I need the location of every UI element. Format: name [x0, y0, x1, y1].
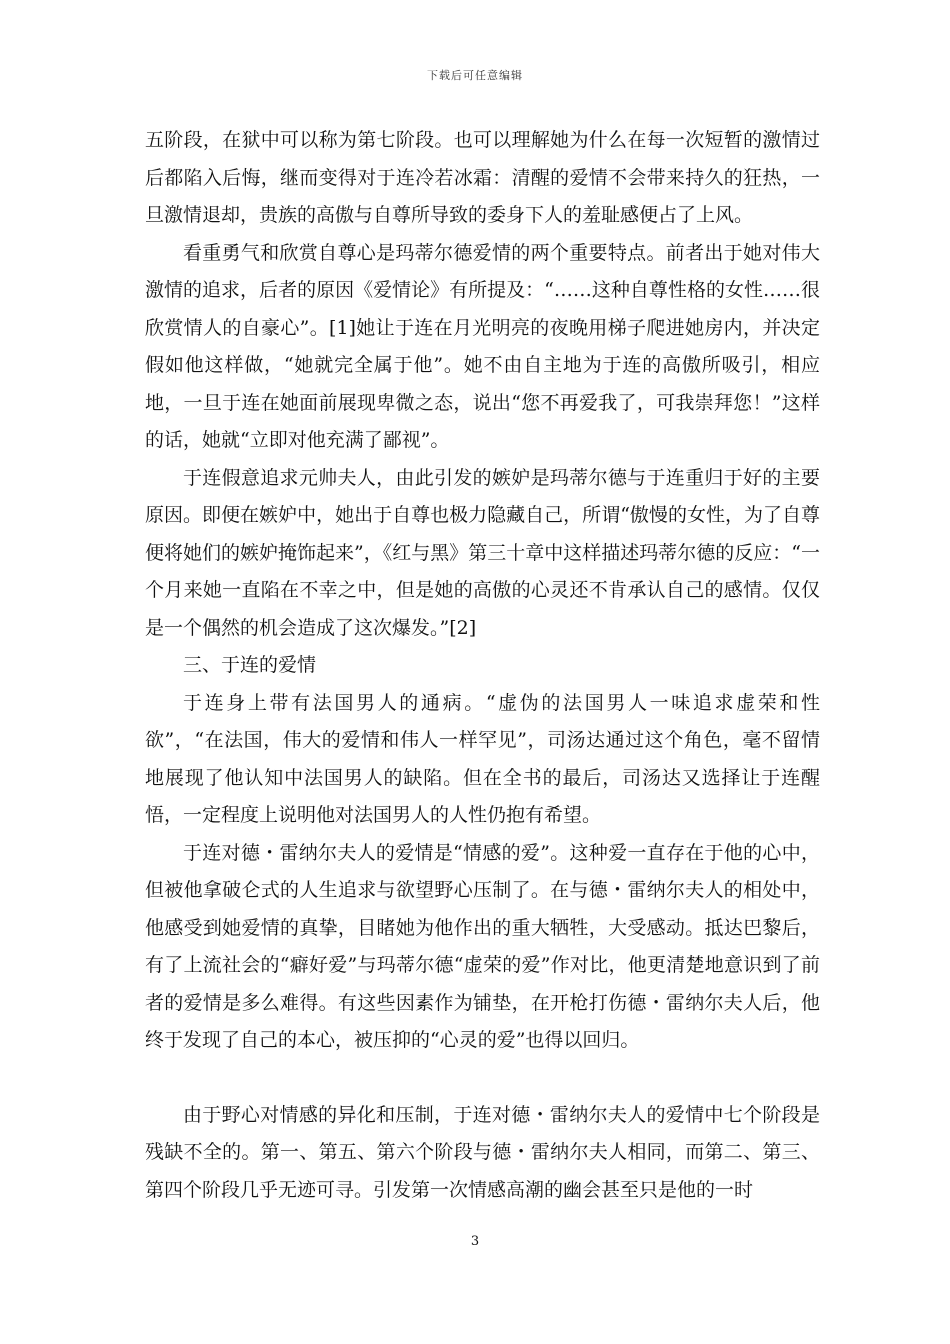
paragraph-6: 由于野心对情感的异化和压制，于连对德・雷纳尔夫人的爱情中七个阶段是残缺不全的。第一、第五、第六个阶段与德・雷纳尔夫人相同，而第二、第三、第四个阶段几乎无迹可寻。引发第一次情感高潮的幽会甚至只是他的一时 — [145, 1103, 820, 1201]
paragraph-4: 于连身上带有法国男人的通病。“虚伪的法国男人一味追求虚荣和性欲”，“在法国，伟大的爱情和伟人一样罕见”，司汤达通过这个角色，毫不留情地展现了他认知中法国男人的缺陷。但在全书的最后，司汤达又选择让于连醒悟，一定程度上说明他对法国男人的人性仍抱有希望。 — [145, 691, 820, 826]
paragraph-3: 于连假意追求元帅夫人，由此引发的嫉妒是玛蒂尔德与于连重归于好的主要原因。即便在嫉妒中，她出于自尊也极力隐藏自己，所谓“傲慢的女性，为了自尊便将她们的嫉妒掩饰起来”，《红与黑》第三十章中这样描述玛蒂尔德的反应：“一个月来她一直陷在不幸之中，但是她的高傲的心灵还不肯承认自己的感情。仅仅是一个偶然的机会造成了这次爆发。”[2] — [145, 466, 820, 639]
paragraph-1: 五阶段，在狱中可以称为第七阶段。也可以理解她为什么在每一次短暂的激情过后都陷入后悔，继而变得对于连冷若冰霜：清醒的爱情不会带来持久的狂热，一旦激情退却，贵族的高傲与自尊所导致的委身下人的羞耻感便占了上风。 — [145, 129, 820, 226]
document-body — [145, 122, 820, 1209]
paragraph-2: 看重勇气和欣赏自尊心是玛蒂尔德爱情的两个重要特点。前者出于她对伟大激情的追求，后者的原因《爱情论》有所提及：“……这种自尊性格的女性……很欣赏情人的自豪心”。[1]她让于连在月光明亮的夜晚用梯子爬进她房内，并决定假如他这样做，“她就完全属于他”。她不由自主地为于连的高傲所吸引，相应地，一旦于连在她面前展现卑微之态，说出“您不再爱我了，可我崇拜您！”这样的话，她就“立即对他充满了鄙视”。 — [145, 241, 820, 451]
paragraph-5: 于连对德・雷纳尔夫人的爱情是“情感的爱”。这种爱一直存在于他的心中，但被他拿破仑式的人生追求与欲望野心压制了。在与德・雷纳尔夫人的相处中，他感受到她爱情的真挚，目睹她为他作出的重大牺牲，大受感动。抵达巴黎后，有了上流社会的“癖好爱”与玛蒂尔德“虚荣的爱”作对比，他更清楚地意识到了前者的爱情是多么难得。有这些因素作为铺垫，在开枪打伤德・雷纳尔夫人后，他终于发现了自己的本心，被压抑的“心灵的爱”也得以回归。 — [145, 841, 820, 1051]
paragraph-gap — [145, 1060, 820, 1097]
page-number: 3 — [470, 1234, 480, 1249]
page-header: 下载后可任意编辑 — [427, 69, 523, 82]
section-heading: 三、于连的爱情 — [183, 654, 317, 676]
